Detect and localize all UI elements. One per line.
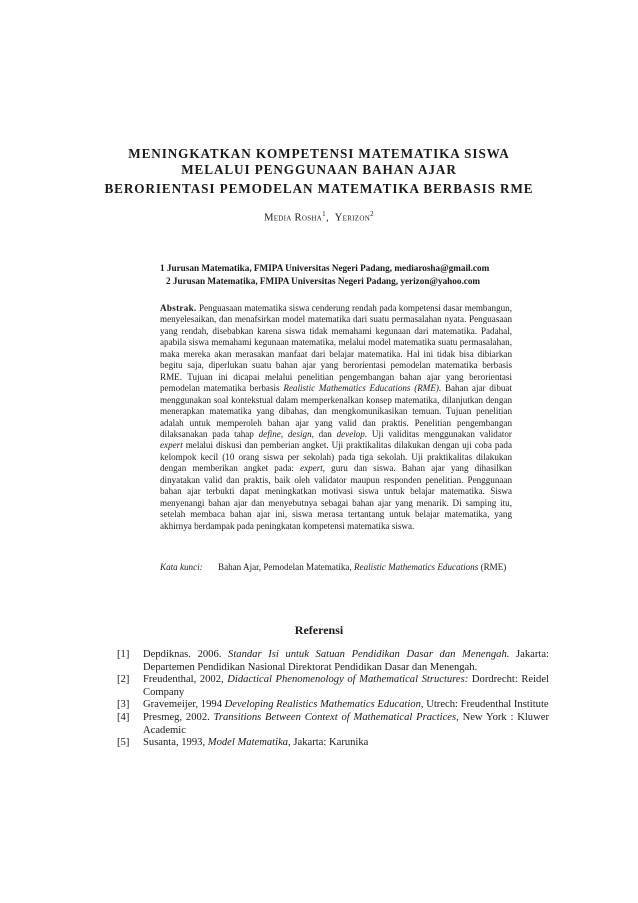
reference-number: [4] (117, 711, 130, 723)
reference-item (117, 674, 549, 699)
title-line-1: MENINGKATKAN KOMPETENSI MATEMATIKA SISWA (128, 146, 510, 161)
title-line-3: BERORIENTASI PEMODELAN MATEMATIKA BERBASIS RME (104, 181, 534, 196)
reference-author: Depdiknas. 2006. (143, 649, 222, 660)
reference-list (117, 649, 549, 750)
abstract-text-5: melalui diskusi dan pemberian angket. Uji praktikalitas dilakukan dengan uji coba pada kelompok kecil (10 orang siswa per sekolah) pada tiga sekolah. Uji praktikalitas dilakukan dengan memberikan angket pada: (160, 440, 512, 474)
references-heading: Referensi (294, 623, 344, 637)
reference-title: Standar Isi untuk Satuan Pendidikan Dasar dan Menengah. (228, 649, 510, 660)
keywords-text-1: Bahan Ajar, Pemodelan Matematika, (218, 562, 352, 572)
author-1-sup: 1 (322, 210, 326, 218)
reference-item (117, 649, 549, 674)
abstract-italic-1: Realistic Mathematics Educations (RME). (283, 383, 442, 394)
reference-publisher: Jakarta: Departemen Pendidikan Nasional Direktorat Pendidikan Dasar dan Menengah. (143, 649, 549, 673)
reference-number: [1] (117, 649, 130, 660)
abstract-text-4: Uji validitas menggunakan validator (371, 428, 512, 439)
abstract-text-6: guru dan siswa. Bahan ajar yang dihasilkan dinyatakan valid dan praktis, baik oleh validator maupun responden penelitian. Penggunaan bahan ajar terbukti dapat meningkatkan motivasi siswa untuk belajar matematika. Siswa menyenangi bahan ajar dan menyebutnya sebagai bahan ajar yang menarik. Di samping itu, setelah membaca bahan ajar ini, siswa merasa tertantang untuk belajar matematika, yang akhirnya berdampak pada peningkatan kompetensi matematika siswa. (160, 463, 512, 531)
reference-publisher: Dordrecht: Reidel Company (143, 674, 549, 698)
reference-title: Didactical Phenomenology of Mathematical Structures: (227, 674, 469, 686)
keywords-text (218, 561, 512, 573)
author-1: Media Rosha (264, 212, 323, 224)
reference-title: Developing Realistics Mathematics Education, (224, 699, 424, 711)
author-2: Yerizon (334, 212, 371, 224)
reference-title: Model Matematika, (207, 737, 291, 749)
reference-item (117, 737, 549, 750)
keywords-label: Kata kunci: (160, 562, 203, 572)
reference-item (117, 712, 549, 737)
keywords-text-2: (RME) (480, 562, 507, 572)
abstract-label: Abstrak. (160, 303, 197, 313)
abstract-italic-4: expert (160, 440, 183, 451)
abstract-italic-3: develop. (336, 428, 368, 439)
reference-author: Presmeg, 2002. (143, 711, 210, 723)
reference-number: [2] (117, 674, 130, 686)
reference-number: [3] (117, 699, 130, 711)
reference-author: Susanta, 1993, (143, 737, 206, 749)
reference-author: Gravemeijer, 1994 (143, 699, 222, 711)
abstract-italic-5: expert, (300, 463, 326, 474)
author-separator: , (325, 212, 329, 224)
abstract-text-1: Penguasaan matematika siswa cenderung rendah pada kompetensi dasar membangun, menyelesaikan, dan menafsirkan model matematika dari suatu permasalahan nyata. Penguasaan yang rendah, disebabkan karena siswa tidak memahami kegunaan dari matematika. Padahal, apabila siswa memahami kegunaan matematika, melalui model matematika suatu permasalahan, maka mereka akan merasakan manfaat dari belajar matematika. Hal ini tidak bisa dibiarkan begitu saja, diperlukan suatu bahan ajar yang berorientasi pemodelan matematika berbasis RME. Tujuan ini dicapai melalui penelitian pengembangan bahan ajar yang berorientasi pemodelan matematika berbasis (160, 303, 512, 394)
abstract (160, 303, 512, 532)
reference-item (117, 699, 549, 712)
author-2-sup: 2 (370, 210, 374, 218)
abstract-text-3: dan (318, 428, 332, 439)
reference-publisher: Utrech: Freudenthal Institute (426, 699, 549, 711)
reference-publisher: Jakarta: Karunika (293, 737, 369, 749)
affiliation-2: 2 Jurusan Matematika, FMIPA Universitas Negeri Padang, yerizon@yahoo.com (166, 276, 481, 286)
reference-publisher: New York : Kluwer Academic (143, 711, 549, 736)
reference-title: Transitions Between Context of Mathematical Practices, (213, 711, 459, 723)
affiliation-1: 1 Jurusan Matematika, FMIPA Universitas Negeri Padang, mediarosha@gmail.com (160, 263, 490, 273)
abstract-italic-2: define, design, (258, 428, 314, 439)
abstract-text-2: Bahan ajar dibuat menggunakan soal kontekstual dalam memperkenalkan konsep matematika, dilanjutkan dengan menerapkan matematika yang dibahas, dan mengkomunikasikan temuan. Tujuan penelitian adalah untuk memperoleh bahan ajar yang valid dan praktis. Penelitian pengembangan dilaksanakan pada tahap (160, 383, 512, 439)
reference-author: Freudenthal, 2002, (143, 674, 224, 686)
author-line (0, 210, 638, 224)
title-line-2: MELALUI PENGGUNAAN BAHAN AJAR (181, 162, 457, 177)
reference-number: [5] (117, 737, 130, 749)
keywords-italic: Realistic Mathematics Educations (354, 562, 479, 572)
